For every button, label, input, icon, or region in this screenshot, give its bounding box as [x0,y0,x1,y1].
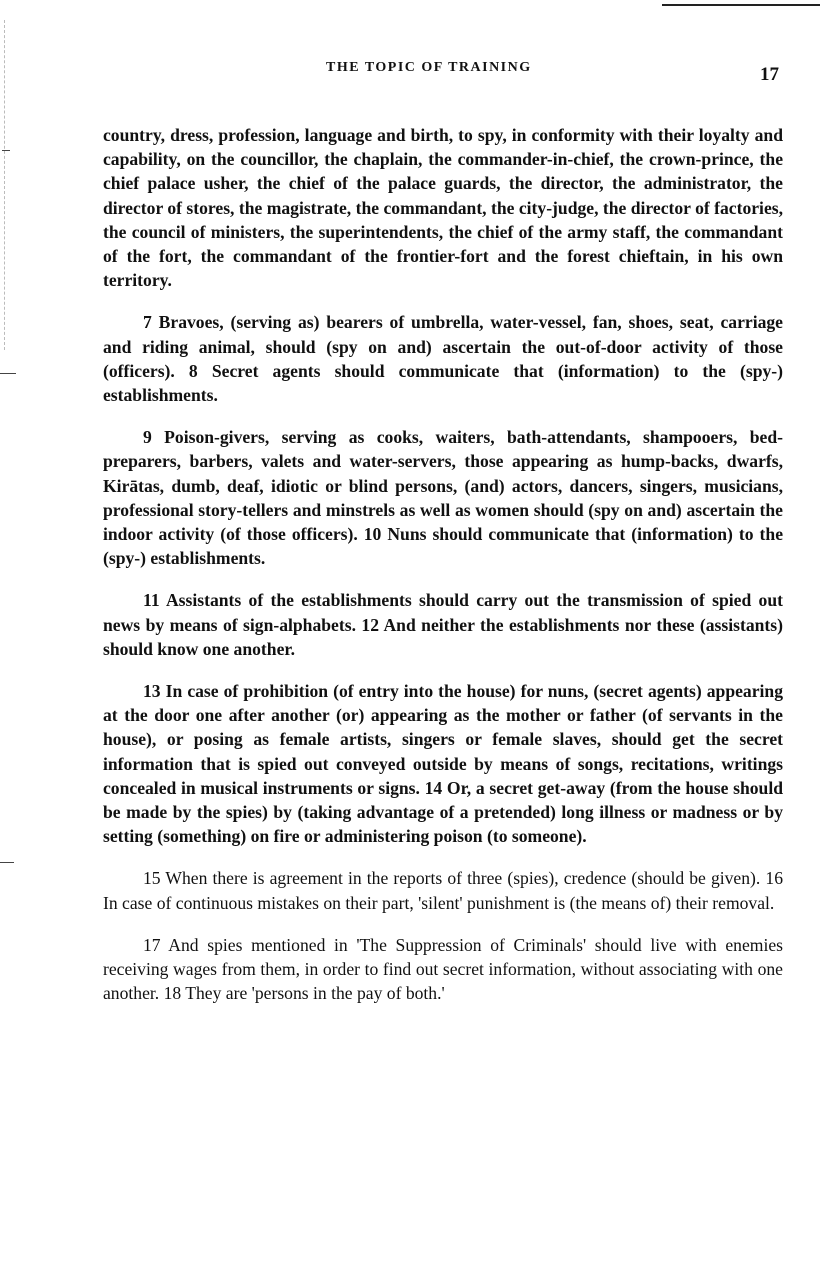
paragraph: 9 Poison-givers, serving as cooks, waiters, bath-attendants, shampooers, bed-preparers, barbers, valets and water-servers, those appearing as hump-backs, dwarfs, Kirātas, dumb, deaf, idiotic or blind persons, (and) actors, dancers, singers, musicians, professional story-tellers and minstrels as well as women should (spy on and) ascertain the indoor activity (of those officers). 10 Nuns should communicate that (information) to the (spy-) establishments. [103,427,783,569]
top-rule [662,4,820,6]
paragraph: 11 Assistants of the establishments should carry out the transmission of spied out news by means of sign-alphabets. 12 And neither the establishments nor these (assistants) should know one another. [103,590,783,659]
paragraph: country, dress, profession, language and birth, to spy, in conformity with their loyalty and capability, on the councillor, the chaplain, the commander-in-chief, the crown-prince, the chief palace usher, the chief of the palace guards, the director, the administrator, the director of stores, the magistrate, the commandant, the city-judge, the director of factories, the council of ministers, the superintendents, the chief of the army staff, the commandant of the fort, the commandant of the frontier-fort and the forest chieftain, in his own territory. [103,125,783,291]
margin-tick [0,373,16,374]
paragraph: 15 When there is agreement in the reports of three (spies), credence (should be given). 16 In case of continuous mistakes on their part, 'silent' punishment is (the means of) their removal. [103,868,783,913]
page-number: 17 [760,64,779,85]
binding-margin-line [4,20,6,350]
margin-tick [0,862,14,863]
paragraph: 13 In case of prohibition (of entry into the house) for nuns, (secret agents) appearing at the door one after another (or) appearing as the mother or father (of servants in the house), or posing as female artists, singers or female slaves, should get the secret information that is spied out conveyed outside by means of songs, recitations, writings concealed in musical instruments or signs. 14 Or, a secret get-away (from the house should be made by the spies) by (taking advantage of a pretended) long illness or madness or by setting (something) on fire or administering poison (to someone). [103,681,783,847]
paragraph: 17 And spies mentioned in 'The Suppression of Criminals' should live with enemies receiving wages from them, in order to find out secret information, without associating with one another. 18 They are 'persons in the pay of both.' [103,934,783,1004]
paragraph: 7 Bravoes, (serving as) bearers of umbrella, water-vessel, fan, shoes, seat, carriage and riding animal, should (spy on and) ascertain the out-of-door activity of those (officers). 8 Secret agents should communicate that (information) to the (spy-) establishments. [103,312,783,406]
margin-tick [2,150,10,151]
body-text [103,123,783,1024]
running-head: THE TOPIC OF TRAINING [326,60,532,75]
